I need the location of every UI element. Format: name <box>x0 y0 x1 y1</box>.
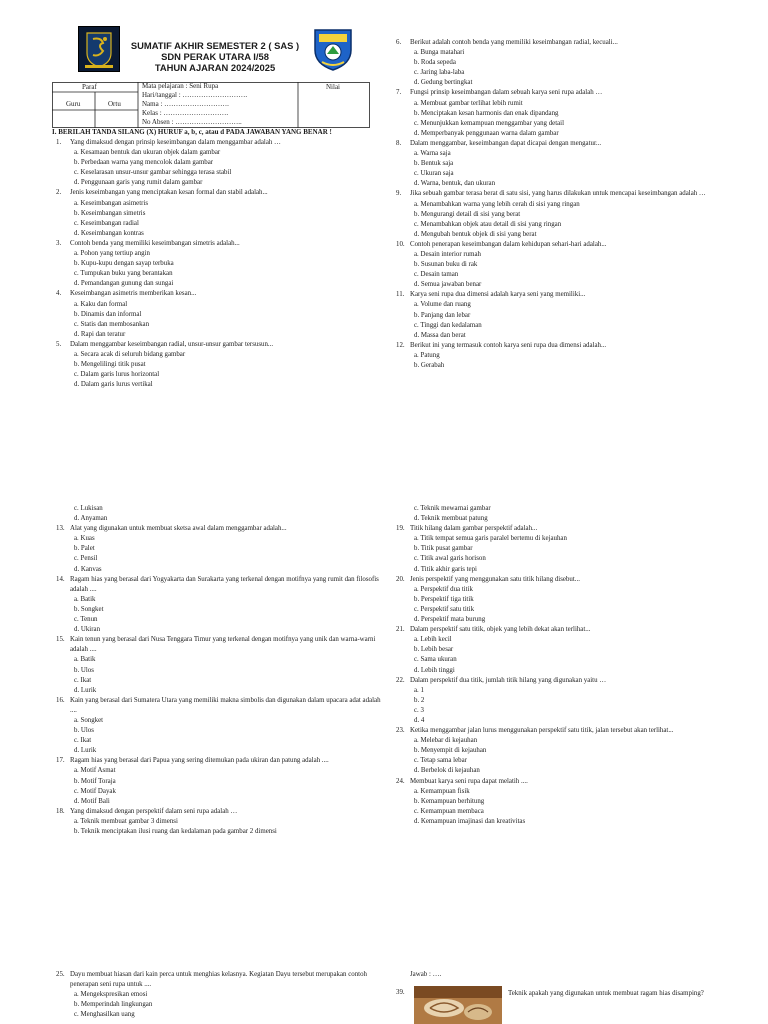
answer-option[interactable]: a. Secara acak di seluruh bidang gambar <box>74 350 186 358</box>
ortu-label: Ortu <box>108 100 121 108</box>
answer-option[interactable]: a. Melebar di kejauhan <box>414 737 478 745</box>
question-number: 23. <box>396 727 405 735</box>
question-number: 2. <box>56 189 62 197</box>
answer-option[interactable]: b. Kupu-kupu dengan sayap terbuka <box>74 260 174 268</box>
question-number: 14. <box>56 575 65 583</box>
answer-option[interactable]: c. Menunjukkan kemampuan menggambar yang detail <box>414 119 565 127</box>
answer-option[interactable]: b. Keseimbangan simetris <box>74 209 146 217</box>
question-item <box>396 524 716 574</box>
question-item <box>56 807 386 837</box>
answer-option[interactable]: b. 2 <box>414 696 425 704</box>
question-item <box>396 777 716 827</box>
answer-option[interactable]: b. Palet <box>74 545 95 553</box>
question-number: 19. <box>396 525 405 533</box>
answer-option[interactable]: c. Desain taman <box>414 271 459 279</box>
question-text: Dalam perspektif satu titik, objek yang lebih dekat akan terlihat... <box>410 626 591 634</box>
answer-option[interactable]: a. Pohon yang tertiup angin <box>74 250 150 258</box>
answer-option[interactable]: a. Desain interior rumah <box>414 250 481 258</box>
answer-option[interactable]: c. Ikat <box>74 737 92 745</box>
answer-option[interactable]: c. 3 <box>414 706 424 714</box>
question-row <box>396 88 716 98</box>
question-item <box>396 625 716 675</box>
answer-option[interactable]: d. Mengubah bentuk objek di sisi yang berat <box>414 230 537 238</box>
questions-1-5 <box>56 138 386 390</box>
answer-option[interactable]: c. Keselarasan unsur-unsur gambar sehingga terasa stabil <box>74 169 232 177</box>
answer-option[interactable]: a. 1 <box>414 686 424 694</box>
question-number: 12. <box>396 341 405 349</box>
answer-option[interactable]: b. Roda sepeda <box>414 59 456 67</box>
question-row <box>56 807 386 817</box>
question-39-text: Teknik apakah yang digunakan untuk membuat ragam hias disamping? <box>508 990 704 997</box>
question-number: 18. <box>56 807 65 815</box>
question-text: Fungsi prinsip keseimbangan dalam sebuah karya seni rupa adalah … <box>410 89 603 97</box>
answer-option[interactable]: b. Menciptakan kesan harmonis dan enak dipandang <box>414 109 559 117</box>
paraf-label: Paraf <box>82 83 97 91</box>
answer-option[interactable]: a. Kesamaan bentuk dan ukuran objek dalam gambar <box>74 149 221 157</box>
answer-option[interactable]: a. Mengekspresikan emosi <box>74 991 148 999</box>
question-row <box>396 341 716 351</box>
section-instruction: I. BERILAH TANDA SILANG (X) HURUF a, b, c, atau d PADA JAWABAN YANG BENAR ! <box>52 128 332 136</box>
answer-option[interactable]: c. Motif Dayak <box>74 787 116 795</box>
question-text: Alat yang digunakan untuk membuat sketsa awal dalam menggambar adalah... <box>70 525 287 533</box>
question-number: 1. <box>56 139 62 146</box>
school-year: TAHUN AJARAN 2024/2025 <box>154 62 276 73</box>
question-number: 11. <box>396 291 405 299</box>
school-name: SDN PERAK UTARA I/58 <box>161 51 269 62</box>
answer-option[interactable]: b. Songket <box>74 605 104 613</box>
question-item <box>396 341 716 371</box>
question-item <box>56 635 386 696</box>
question-text: Ketika menggambar jalan lurus menggunakan perspektif satu titik, jalan tersebut akan terlihat... <box>410 727 674 735</box>
question-row <box>56 696 386 716</box>
answer-option[interactable]: d. Perspektif mata burung <box>414 616 486 624</box>
question-number: 9. <box>396 190 402 198</box>
question-row <box>396 726 716 736</box>
question-number: 13. <box>56 525 65 533</box>
answer-option[interactable]: a. Membuat gambar terlihat lebih rumit <box>414 99 523 107</box>
option-18-d[interactable]: d. Teknik membuat patung <box>414 515 488 523</box>
answer-option[interactable]: c. Menghasilkan uang <box>74 1011 135 1019</box>
answer-option[interactable]: d. Keseimbangan kontras <box>74 229 144 237</box>
question-text: Dalam menggambar keseimbangan radial, unsur-unsur gambar tersusun... <box>70 340 274 348</box>
question-row <box>396 676 716 686</box>
question-number: 4. <box>56 290 62 298</box>
answer-option[interactable]: b. Gerabah <box>414 362 445 369</box>
question-text: Keseimbangan asimetris memberikan kesan... <box>70 290 197 298</box>
question-number: 3. <box>56 239 62 247</box>
question-row <box>396 38 716 48</box>
question-row <box>56 575 386 595</box>
answer-line[interactable]: Jawab : …. <box>410 971 442 978</box>
answer-option[interactable]: c. Tetap sama lebar <box>414 757 467 765</box>
question-row <box>56 239 386 249</box>
question-row <box>396 290 716 300</box>
option-12-c[interactable]: c. Lukisan <box>74 505 103 512</box>
identity-table <box>52 82 370 128</box>
question-text: Ragam hias yang berasal dari Yogyakarta dan Surakarta yang terkenal dengan motifnya yang rumit dan filosofis adalah .... <box>70 575 379 593</box>
question-number: 5. <box>56 340 62 348</box>
guru-label: Guru <box>66 100 81 108</box>
question-number: 15. <box>56 636 65 644</box>
answer-option[interactable]: d. Penggunaan garis yang rumit dalam gambar <box>74 179 203 187</box>
question-row <box>56 756 386 766</box>
question-item <box>396 88 716 138</box>
question-text: Berikut adalah contoh benda yang memiliki keseimbangan radial, kecuali... <box>410 39 618 46</box>
question-row <box>56 524 386 534</box>
answer-option[interactable]: b. Ulos <box>74 727 94 735</box>
question-item <box>56 970 386 1020</box>
answer-option[interactable]: a. Kuas <box>74 535 95 543</box>
date-field[interactable]: Hari/tanggal : ………………………. <box>142 91 248 99</box>
exam-title: SUMATIF AKHIR SEMESTER 2 ( SAS ) <box>130 40 300 51</box>
question-number: 7. <box>396 89 402 97</box>
question-text: Jenis perspektif yang menggunakan satu titik hilang disebut... <box>410 575 580 583</box>
question-row <box>396 625 716 635</box>
question-row <box>396 240 716 250</box>
question-row <box>396 524 716 534</box>
question-number: 21. <box>396 626 405 634</box>
answer-option[interactable]: d. Kanvas <box>74 565 102 573</box>
question-row <box>56 635 386 655</box>
question-number: 6. <box>396 39 402 46</box>
question-item <box>56 524 386 574</box>
question-text: Jika sebuah gambar terasa berat di satu sisi, yang harus dilakukan untuk mencapai keseimbangan adalah … <box>410 190 706 198</box>
question-text: Contoh penerapan keseimbangan dalam kehidupan sehari-hari adalah... <box>410 240 607 248</box>
answer-option[interactable]: d. Dalam garis lurus vertikal <box>74 381 153 389</box>
answer-option[interactable]: c. Tenun <box>74 616 98 624</box>
answer-option[interactable]: d. Lebih tinggi <box>414 666 455 674</box>
answer-option[interactable]: b. Perspektif tiga titik <box>414 595 474 603</box>
name-field[interactable]: Nama : ………………………. <box>142 100 229 108</box>
answer-option[interactable]: c. Statis dan membosankan <box>74 320 150 328</box>
question-row <box>56 340 386 350</box>
questions-19-24 <box>396 524 716 827</box>
question-number: 17. <box>56 757 65 765</box>
question-text: Yang dimaksud dengan prinsip keseimbangan dalam menggambar adalah … <box>70 139 281 146</box>
questions-13-18-section <box>56 504 386 837</box>
answer-option[interactable]: c. Keseimbangan radial <box>74 219 139 227</box>
answer-option[interactable]: c. Jaring laba-laba <box>414 69 465 77</box>
question-text: Ragam hias yang berasal dari Papua yang sering ditemukan pada ukiran dan patung adalah .... <box>70 757 329 765</box>
answer-option[interactable]: a. Perspektif dua titik <box>414 585 473 593</box>
answer-option[interactable]: a. Kemampuan fisik <box>414 787 470 795</box>
question-item <box>56 756 386 806</box>
answer-option[interactable]: c. Titik awal garis horison <box>414 555 486 563</box>
answer-option[interactable]: a. Batik <box>74 656 96 664</box>
question-text: Contoh benda yang memiliki keseimbangan simetris adalah... <box>70 239 240 247</box>
answer-option[interactable]: b. Panjang dan lebar <box>414 311 471 319</box>
question-row <box>396 575 716 585</box>
answer-option[interactable]: a. Keseimbangan asimetris <box>74 199 149 207</box>
answer-option[interactable]: c. Ukuran saja <box>414 170 454 178</box>
answer-option[interactable]: c. Kemampuan membaca <box>414 807 484 815</box>
question-number: 24. <box>396 777 405 785</box>
question-number: 25. <box>56 971 65 978</box>
question-text: Kain yang berasal dari Sumatera Utara yang memiliki makna simbolis dan digunakan dalam upacara adat adalah .... <box>70 696 381 714</box>
answer-option[interactable]: a. Lebih kecil <box>414 636 452 644</box>
question-item <box>396 240 716 290</box>
question-number: 10. <box>396 240 405 248</box>
answer-option[interactable]: a. Titik tempat semua garis paralel bertemu di kejauhan <box>414 535 567 543</box>
questions-19-24-section <box>396 504 716 827</box>
answer-option[interactable]: d. Semua jawaban benar <box>414 281 482 289</box>
answer-option[interactable]: a. Warna saja <box>414 150 451 158</box>
question-text: Membuat karya seni rupa dapat melatih .... <box>410 777 528 785</box>
answer-option[interactable]: a. Batik <box>74 595 96 603</box>
question-text: Yang dimaksud dengan perspektif dalam seni rupa adalah … <box>70 807 238 815</box>
subject-field: Mata pelajaran : Seni Rupa <box>142 82 219 90</box>
question-item <box>396 575 716 625</box>
answer-option[interactable]: d. Titik akhir garis tepi <box>414 565 477 573</box>
question-item <box>56 188 386 238</box>
question-text: Dayu membuat hiasan dari kain perca untuk menghias kelasnya. Kegiatan Dayu tersebut merupakan contoh penerapan seni rupa untuk .... <box>70 971 367 989</box>
absen-field[interactable]: No Absen : ……………………….. <box>142 118 242 126</box>
question-number: 16. <box>56 696 65 704</box>
answer-option[interactable]: c. Dalam garis lurus horizontal <box>74 371 160 379</box>
option-18-c[interactable]: c. Teknik mewarnai gambar <box>414 505 491 512</box>
nilai-label: Nilai <box>326 83 340 91</box>
answer-option[interactable]: d. Warna, bentuk, dan ukuran <box>414 180 496 188</box>
answer-option[interactable]: d. Pemandangan gunung dan sungai <box>74 280 174 288</box>
question-row <box>396 139 716 149</box>
answer-option[interactable]: a. Menambahkan warna yang lebih cerah di sisi yang ringan <box>414 200 580 208</box>
answer-option[interactable]: d. Motif Bali <box>74 797 110 805</box>
answer-option[interactable]: c. Tinggi dan kedalaman <box>414 321 482 329</box>
answer-option[interactable]: d. 4 <box>414 716 425 724</box>
answer-option[interactable]: b. Ulos <box>74 666 94 674</box>
answer-option[interactable]: d. Massa dan berat <box>414 331 466 339</box>
answer-option[interactable]: b. Mengurangi detail di sisi yang berat <box>414 210 521 218</box>
question-row <box>56 188 386 198</box>
question-row <box>396 189 716 199</box>
answer-option[interactable]: b. Perbedaan warna yang mencolok dalam gambar <box>74 159 214 167</box>
question-25 <box>56 970 386 1020</box>
answer-option[interactable]: b. Lebih besar <box>414 646 454 654</box>
answer-option[interactable]: a. Teknik membuat gambar 3 dimensi <box>74 817 178 825</box>
question-item <box>396 189 716 239</box>
question-item <box>396 139 716 189</box>
answer-option[interactable]: a. Kaku dan formal <box>74 300 128 308</box>
answer-option[interactable]: b. Menyempit di kejauhan <box>414 747 487 755</box>
answer-option[interactable]: b. Motif Toraja <box>74 777 116 785</box>
answer-option[interactable]: c. Tumpukan buku yang berantakan <box>74 270 173 278</box>
answer-option[interactable]: c. Pensil <box>74 555 98 563</box>
answer-option[interactable]: c. Perspektif satu titik <box>414 605 475 613</box>
city-emblem-logo <box>78 26 120 72</box>
question-item <box>396 676 716 726</box>
question-text: Berikut ini yang termasuk contoh karya seni rupa dua dimensi adalah... <box>410 341 607 349</box>
answer-option[interactable]: b. Mengelilingi titik pusat <box>74 361 146 369</box>
answer-option[interactable]: d. Ukiran <box>74 626 101 634</box>
question-number: 20. <box>396 575 405 583</box>
question-item <box>56 575 386 636</box>
essay-area <box>410 970 730 980</box>
question-number: 8. <box>396 139 402 147</box>
answer-option[interactable]: d. Lurik <box>74 747 97 755</box>
answer-option[interactable]: d. Gedung bertingkat <box>414 79 473 87</box>
question-text: Kain tenun yang berasal dari Nusa Tenggara Timur yang terkenal dengan motifnya yang unik dan warna-warni adalah .... <box>70 636 376 654</box>
answer-option[interactable]: b. Kemampuan berhitung <box>414 797 485 805</box>
answer-option[interactable]: a. Bunga matahari <box>414 49 465 57</box>
question-text: Jenis keseimbangan yang menciptakan kesan formal dan stabil adalah... <box>70 189 268 197</box>
answer-option[interactable]: b. Memperindah lingkungan <box>74 1001 153 1009</box>
answer-option[interactable]: c. Sama ukuran <box>414 656 457 664</box>
answer-option[interactable]: d. Memperbanyak penggunaan warna dalam gambar <box>414 129 559 137</box>
question-text: Titik hilang dalam gambar perspektif adalah... <box>410 525 538 533</box>
answer-option[interactable]: c. Menambahkan objek atau detail di sisi yang ringan <box>414 220 562 228</box>
questions-13-18 <box>56 524 386 837</box>
answer-option[interactable]: b. Bentuk saja <box>414 160 454 168</box>
class-field[interactable]: Kelas : ………………………. <box>142 109 229 117</box>
question-text: Karya seni rupa dua dimensi adalah karya seni yang memiliki... <box>410 291 586 299</box>
answer-option[interactable]: b. Susunan buku di rak <box>414 261 478 269</box>
answer-option[interactable]: d. Berbelok di kejauhan <box>414 767 480 775</box>
carving-photo <box>414 986 502 1024</box>
question-item <box>396 290 716 340</box>
question-text: Dalam menggambar, keseimbangan dapat dicapai dengan mengatur... <box>410 139 602 147</box>
answer-option[interactable]: c. Ikat <box>74 676 92 684</box>
answer-option[interactable]: d. Rapi dan teratur <box>74 330 126 338</box>
questions-6-12 <box>396 38 716 371</box>
question-item <box>56 239 386 289</box>
question-text: Dalam perspektif dua titik, jumlah titik hilang yang digunakan yaitu … <box>410 676 607 684</box>
answer-option[interactable]: b. Teknik menciptakan ilusi ruang dan kedalaman pada gambar 2 dimensi <box>74 828 277 835</box>
question-item <box>56 696 386 757</box>
answer-option[interactable]: b. Titik pusat gambar <box>414 545 473 553</box>
school-shield-logo <box>312 26 354 72</box>
answer-option[interactable]: a. Motif Asmat <box>74 767 116 775</box>
answer-option[interactable]: d. Kemampuan imajinasi dan kreativitas <box>414 817 526 825</box>
answer-option[interactable]: a. Songket <box>74 716 104 724</box>
answer-option[interactable]: b. Dinamis dan informal <box>74 310 142 318</box>
question-item <box>56 340 386 390</box>
answer-option[interactable]: d. Lurik <box>74 686 97 694</box>
answer-option[interactable]: a. Volume dan ruang <box>414 301 471 309</box>
answer-option[interactable]: a. Patung <box>414 351 440 359</box>
question-row <box>396 777 716 787</box>
question-row <box>56 970 386 990</box>
option-12-d[interactable]: d. Anyaman <box>74 515 108 523</box>
question-number: 22. <box>396 676 405 684</box>
question-39-number: 39. <box>396 989 405 996</box>
question-item <box>396 38 716 88</box>
question-item <box>56 289 386 339</box>
question-row <box>56 138 386 148</box>
question-row <box>56 289 386 299</box>
question-item <box>56 138 386 188</box>
question-item <box>396 726 716 776</box>
